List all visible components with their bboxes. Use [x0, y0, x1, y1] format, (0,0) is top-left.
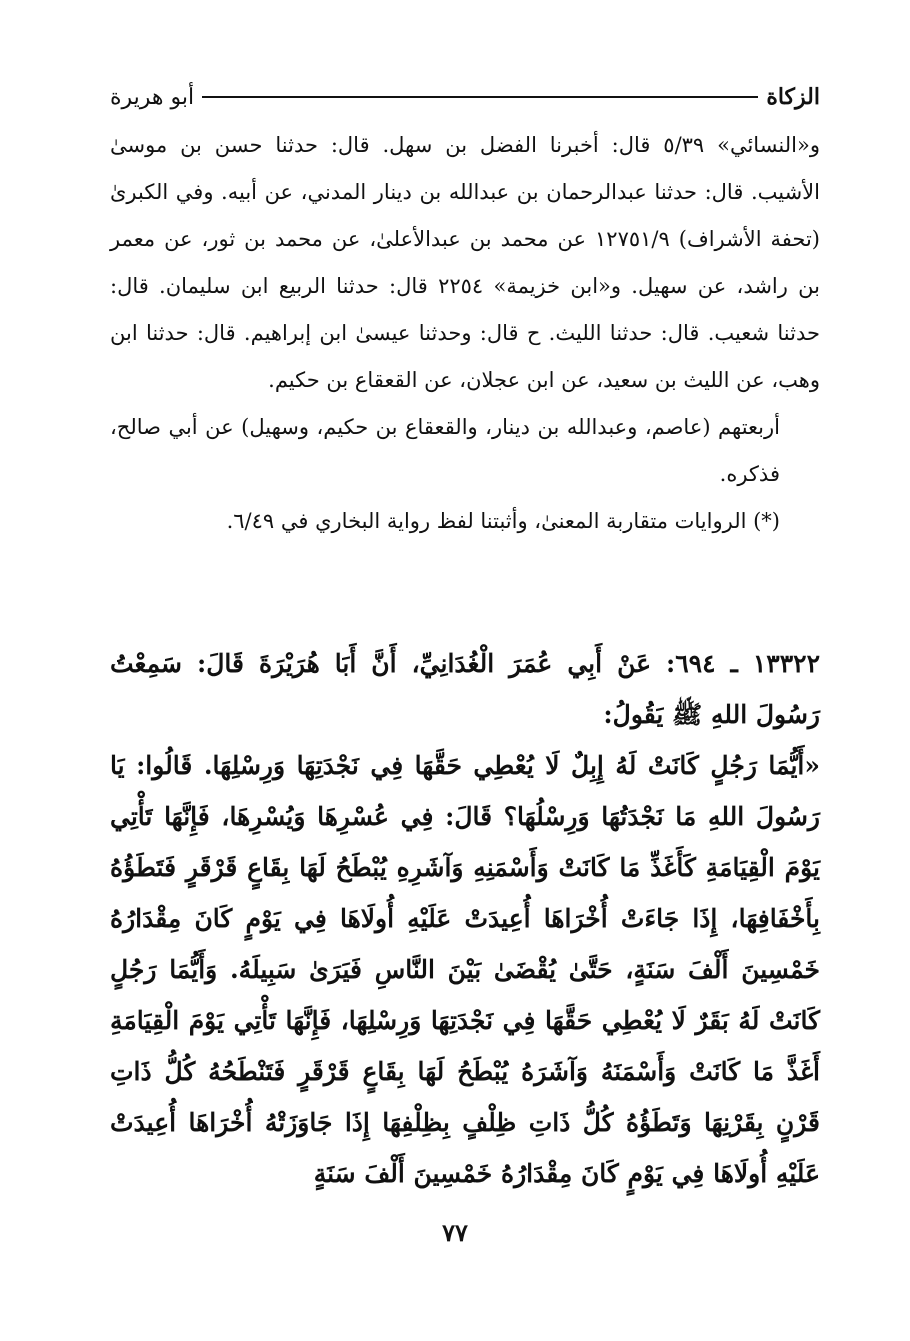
footnote-sources: و«النسائي» ٥/٣٩ قال: أخبرنا الفضل بن سهل. قال: حدثنا حسن بن موسىٰ الأشيب. قال: حدثنا عبدالرحمان بن عبدالله بن دينار المدني، عن أبيه. وفي الكبرىٰ (تحفة الأشراف) ١٢٧٥١/٩ عن محمد بن عبدالأعلىٰ، عن محمد بن ثور، عن معمر بن راشد، عن سهيل. و«ابن خزيمة» ٢٢٥٤ قال: حدثنا الربيع ابن سليمان. قال: حدثنا شعيب. قال: حدثنا الليث. ح قال: وحدثنا عيسىٰ ابن إبراهيم. قال: حدثنا ابن وهب، عن الليث بن سعيد، عن ابن عجلان، عن القعقاع بن حكيم. — [110, 133, 821, 392]
footnote-summary: أربعتهم (عاصم، وعبدالله بن دينار، والقعقاع بن حكيم، وسهيل) عن أبي صالح، فذكره. — [110, 415, 780, 486]
hadith-text — [110, 638, 820, 1199]
page-number: ٧٧ — [442, 1218, 468, 1247]
running-header — [110, 80, 820, 114]
section-title: الزكاة — [766, 84, 820, 110]
hadith-matn: «أَيُّمَا رَجُلٍ كَانَتْ لَهُ إِبِلٌ لَا يُعْطِي حَقَّهَا فِي نَجْدَتِهَا وَرِسْلِهَا. قَالُوا: يَا رَسُولَ اللهِ مَا نَجْدَتُهَا وَرِسْلُهَا؟ قَالَ: فِي عُسْرِهَا وَيُسْرِهَا، فَإِنَّهَا تَأْتِي يَوْمَ الْقِيَامَةِ كَأَغَذِّ مَا كَانَتْ وَأَسْمَنِهِ وَآشَرِهِ يُبْطَحُ لَهَا بِقَاعٍ قَرْقَرٍ فَتَطَؤُهُ بِأَخْفَافِهَا، إِذَا جَاءَتْ أُخْرَاهَا أُعِيدَتْ عَلَيْهِ أُولَاهَا فِي يَوْمٍ كَانَ مِقْدَارُهُ خَمْسِينَ أَلْفَ سَنَةٍ، حَتَّىٰ يُقْضَىٰ بَيْنَ النَّاسِ فَيَرَىٰ سَبِيلَهُ. وَأَيُّمَا رَجُلٍ كَانَتْ لَهُ بَقَرٌ لَا يُعْطِي حَقَّهَا فِي نَجْدَتِهَا وَرِسْلِهَا، فَإِنَّهَا تَأْتِي يَوْمَ الْقِيَامَةِ أَغَذَّ مَا كَانَتْ وَأَسْمَنَهُ وَآشَرَهُ يُبْطَحُ لَهَا بِقَاعٍ قَرْقَرٍ فَتَنْطَحُهُ كُلُّ ذَاتِ قَرْنٍ بِقَرْنِهَا وَتَطَؤُهُ كُلُّ ذَاتِ ظِلْفٍ بِظِلْفِهَا إِذَا جَاوَزَتْهُ أُخْرَاهَا أُعِيدَتْ عَلَيْهِ أُولَاهَا فِي يَوْمٍ كَانَ مِقْدَارُهُ خَمْسِينَ أَلْفَ سَنَةٍ — [110, 751, 820, 1188]
header-rule — [202, 96, 758, 98]
hadith-isnad: ١٣٣٢٢ ـ ٦٩٤: عَنْ أَبِي عُمَرَ الْغُدَانِيِّ، أَنَّ أَبَا هُرَيْرَةَ قَالَ: سَمِعْتُ رَسُولَ اللهِ ﷺ يَقُولُ: — [110, 649, 821, 729]
footnote-remark: (*) الروايات متقاربة المعنىٰ، وأثبتنا لفظ رواية البخاري في ٦/٤٩. — [226, 509, 780, 533]
narrator-title: أبو هريرة — [110, 84, 195, 110]
footnotes — [110, 122, 820, 545]
